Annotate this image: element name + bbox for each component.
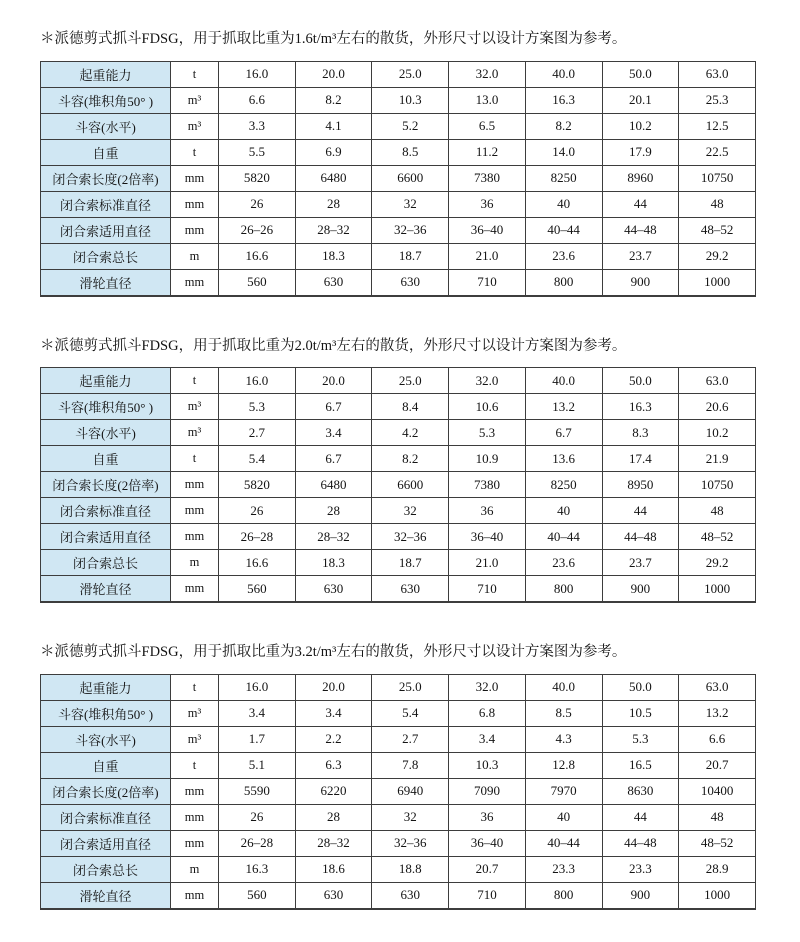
value-cell: 12.8	[525, 752, 602, 778]
value-cell: 900	[602, 576, 679, 603]
value-cell: 10.9	[449, 446, 526, 472]
row-label: 斗容(水平)	[41, 420, 171, 446]
value-cell: 40.0	[525, 368, 602, 394]
row-unit: mm	[171, 804, 219, 830]
table-row	[41, 394, 756, 420]
value-cell: 10.2	[602, 113, 679, 139]
value-cell: 48–52	[679, 524, 756, 550]
value-cell: 6.5	[449, 113, 526, 139]
value-cell: 40.0	[525, 674, 602, 700]
row-label: 闭合索长度(2倍率)	[41, 472, 171, 498]
table-caption: ＊派德剪式抓斗FDSG，用于抓取比重为3.2t/m³左右的散货，外形尺寸以设计方案图为参考。	[40, 644, 627, 661]
value-cell: 6600	[372, 165, 449, 191]
value-cell: 28.9	[679, 856, 756, 882]
table-row	[41, 472, 756, 498]
value-cell: 16.6	[219, 243, 296, 269]
value-cell: 8.2	[372, 446, 449, 472]
value-cell: 20.6	[679, 394, 756, 420]
table-row	[41, 804, 756, 830]
value-cell: 32–36	[372, 524, 449, 550]
table-row	[41, 778, 756, 804]
row-unit: t	[171, 139, 219, 165]
value-cell: 36	[449, 804, 526, 830]
value-cell: 8960	[602, 165, 679, 191]
value-cell: 10.3	[449, 752, 526, 778]
value-cell: 63.0	[679, 61, 756, 87]
row-unit: mm	[171, 191, 219, 217]
value-cell: 6.3	[295, 752, 372, 778]
row-unit: mm	[171, 778, 219, 804]
value-cell: 8.4	[372, 394, 449, 420]
row-label: 闭合索长度(2倍率)	[41, 165, 171, 191]
value-cell: 12.5	[679, 113, 756, 139]
value-cell: 28	[295, 804, 372, 830]
value-cell: 630	[295, 576, 372, 603]
value-cell: 26	[219, 191, 296, 217]
value-cell: 3.4	[295, 700, 372, 726]
value-cell: 32	[372, 191, 449, 217]
value-cell: 36–40	[449, 524, 526, 550]
value-cell: 2.7	[372, 726, 449, 752]
value-cell: 21.9	[679, 446, 756, 472]
row-unit: mm	[171, 830, 219, 856]
row-unit: m³	[171, 87, 219, 113]
value-cell: 900	[602, 269, 679, 296]
value-cell: 32	[372, 498, 449, 524]
value-cell: 17.9	[602, 139, 679, 165]
row-label: 斗容(堆积角50° )	[41, 700, 171, 726]
row-label: 闭合索长度(2倍率)	[41, 778, 171, 804]
row-unit: t	[171, 674, 219, 700]
value-cell: 18.6	[295, 856, 372, 882]
value-cell: 28–32	[295, 217, 372, 243]
row-unit: mm	[171, 524, 219, 550]
value-cell: 6.6	[679, 726, 756, 752]
spec-section-1.6	[40, 30, 760, 297]
table-row	[41, 550, 756, 576]
value-cell: 10.3	[372, 87, 449, 113]
row-unit: mm	[171, 217, 219, 243]
value-cell: 560	[219, 882, 296, 909]
row-label: 闭合索总长	[41, 856, 171, 882]
table-row	[41, 420, 756, 446]
row-label: 起重能力	[41, 61, 171, 87]
value-cell: 630	[372, 882, 449, 909]
value-cell: 630	[372, 269, 449, 296]
row-label: 闭合索总长	[41, 550, 171, 576]
value-cell: 23.7	[602, 243, 679, 269]
value-cell: 44–48	[602, 830, 679, 856]
value-cell: 26–28	[219, 830, 296, 856]
value-cell: 6.7	[295, 394, 372, 420]
row-unit: m³	[171, 420, 219, 446]
value-cell: 40–44	[525, 217, 602, 243]
value-cell: 800	[525, 576, 602, 603]
row-label: 闭合索适用直径	[41, 217, 171, 243]
table-row	[41, 576, 756, 603]
table-row	[41, 269, 756, 296]
table-row	[41, 139, 756, 165]
value-cell: 6.9	[295, 139, 372, 165]
value-cell: 8.5	[525, 700, 602, 726]
value-cell: 3.4	[219, 700, 296, 726]
value-cell: 23.6	[525, 243, 602, 269]
value-cell: 50.0	[602, 61, 679, 87]
value-cell: 16.3	[525, 87, 602, 113]
value-cell: 50.0	[602, 368, 679, 394]
value-cell: 2.7	[219, 420, 296, 446]
value-cell: 6.7	[525, 420, 602, 446]
value-cell: 40.0	[525, 61, 602, 87]
value-cell: 6.7	[295, 446, 372, 472]
table-row	[41, 191, 756, 217]
value-cell: 26–28	[219, 524, 296, 550]
value-cell: 32.0	[449, 368, 526, 394]
value-cell: 32.0	[449, 61, 526, 87]
value-cell: 8630	[602, 778, 679, 804]
spec-section-2.0	[40, 337, 760, 604]
row-label: 斗容(水平)	[41, 113, 171, 139]
value-cell: 8250	[525, 472, 602, 498]
row-unit: mm	[171, 165, 219, 191]
value-cell: 18.3	[295, 550, 372, 576]
row-label: 滑轮直径	[41, 269, 171, 296]
value-cell: 1000	[679, 882, 756, 909]
table-row	[41, 752, 756, 778]
value-cell: 23.7	[602, 550, 679, 576]
value-cell: 18.7	[372, 243, 449, 269]
value-cell: 25.0	[372, 368, 449, 394]
value-cell: 710	[449, 269, 526, 296]
value-cell: 630	[295, 269, 372, 296]
value-cell: 63.0	[679, 674, 756, 700]
value-cell: 5820	[219, 165, 296, 191]
row-unit: t	[171, 446, 219, 472]
value-cell: 16.3	[602, 394, 679, 420]
spec-section-3.2	[40, 643, 760, 910]
value-cell: 3.4	[449, 726, 526, 752]
value-cell: 18.3	[295, 243, 372, 269]
value-cell: 5.2	[372, 113, 449, 139]
value-cell: 16.0	[219, 61, 296, 87]
row-label: 自重	[41, 139, 171, 165]
table-row	[41, 726, 756, 752]
value-cell: 4.3	[525, 726, 602, 752]
value-cell: 6480	[295, 472, 372, 498]
value-cell: 900	[602, 882, 679, 909]
value-cell: 5.3	[449, 420, 526, 446]
value-cell: 40	[525, 498, 602, 524]
spec-table	[40, 61, 756, 297]
value-cell: 48	[679, 498, 756, 524]
table-row	[41, 87, 756, 113]
value-cell: 28–32	[295, 830, 372, 856]
value-cell: 5.4	[372, 700, 449, 726]
value-cell: 21.0	[449, 243, 526, 269]
value-cell: 5590	[219, 778, 296, 804]
row-label: 滑轮直径	[41, 576, 171, 603]
value-cell: 5.5	[219, 139, 296, 165]
value-cell: 17.4	[602, 446, 679, 472]
value-cell: 5.4	[219, 446, 296, 472]
row-label: 起重能力	[41, 368, 171, 394]
table-caption: ＊派德剪式抓斗FDSG，用于抓取比重为2.0t/m³左右的散货，外形尺寸以设计方案图为参考。	[40, 337, 627, 354]
row-label: 斗容(水平)	[41, 726, 171, 752]
value-cell: 26	[219, 498, 296, 524]
row-label: 闭合索适用直径	[41, 524, 171, 550]
row-label: 闭合索适用直径	[41, 830, 171, 856]
value-cell: 16.3	[219, 856, 296, 882]
value-cell: 16.0	[219, 674, 296, 700]
value-cell: 710	[449, 882, 526, 909]
table-row	[41, 368, 756, 394]
value-cell: 48	[679, 804, 756, 830]
value-cell: 23.3	[602, 856, 679, 882]
value-cell: 6480	[295, 165, 372, 191]
value-cell: 36	[449, 498, 526, 524]
value-cell: 8.3	[602, 420, 679, 446]
value-cell: 36	[449, 191, 526, 217]
table-row	[41, 165, 756, 191]
value-cell: 40	[525, 191, 602, 217]
value-cell: 29.2	[679, 243, 756, 269]
value-cell: 32.0	[449, 674, 526, 700]
value-cell: 23.3	[525, 856, 602, 882]
value-cell: 32–36	[372, 830, 449, 856]
value-cell: 44	[602, 498, 679, 524]
value-cell: 10.2	[679, 420, 756, 446]
value-cell: 1.7	[219, 726, 296, 752]
value-cell: 48–52	[679, 830, 756, 856]
row-label: 自重	[41, 446, 171, 472]
value-cell: 5.1	[219, 752, 296, 778]
value-cell: 13.0	[449, 87, 526, 113]
table-row	[41, 524, 756, 550]
value-cell: 8.2	[295, 87, 372, 113]
row-unit: m³	[171, 700, 219, 726]
value-cell: 50.0	[602, 674, 679, 700]
value-cell: 8250	[525, 165, 602, 191]
value-cell: 800	[525, 269, 602, 296]
value-cell: 800	[525, 882, 602, 909]
value-cell: 28	[295, 498, 372, 524]
row-unit: m	[171, 856, 219, 882]
value-cell: 7090	[449, 778, 526, 804]
value-cell: 21.0	[449, 550, 526, 576]
value-cell: 44	[602, 191, 679, 217]
value-cell: 28–32	[295, 524, 372, 550]
value-cell: 28	[295, 191, 372, 217]
value-cell: 10.5	[602, 700, 679, 726]
value-cell: 10.6	[449, 394, 526, 420]
row-unit: t	[171, 61, 219, 87]
value-cell: 1000	[679, 576, 756, 603]
row-label: 斗容(堆积角50° )	[41, 87, 171, 113]
row-label: 闭合索标准直径	[41, 191, 171, 217]
spec-table	[40, 367, 756, 603]
value-cell: 18.7	[372, 550, 449, 576]
value-cell: 40–44	[525, 524, 602, 550]
value-cell: 10400	[679, 778, 756, 804]
row-label: 闭合索标准直径	[41, 498, 171, 524]
value-cell: 48	[679, 191, 756, 217]
table-row	[41, 446, 756, 472]
value-cell: 560	[219, 269, 296, 296]
row-unit: mm	[171, 472, 219, 498]
value-cell: 2.2	[295, 726, 372, 752]
value-cell: 16.6	[219, 550, 296, 576]
value-cell: 32–36	[372, 217, 449, 243]
value-cell: 8.2	[525, 113, 602, 139]
value-cell: 26	[219, 804, 296, 830]
value-cell: 10750	[679, 165, 756, 191]
row-unit: t	[171, 752, 219, 778]
value-cell: 44	[602, 804, 679, 830]
table-row	[41, 674, 756, 700]
value-cell: 20.7	[449, 856, 526, 882]
value-cell: 13.2	[679, 700, 756, 726]
row-unit: mm	[171, 269, 219, 296]
spec-table	[40, 674, 756, 910]
value-cell: 40	[525, 804, 602, 830]
value-cell: 6.8	[449, 700, 526, 726]
value-cell: 20.1	[602, 87, 679, 113]
value-cell: 29.2	[679, 550, 756, 576]
value-cell: 5.3	[602, 726, 679, 752]
value-cell: 560	[219, 576, 296, 603]
value-cell: 44–48	[602, 524, 679, 550]
value-cell: 10750	[679, 472, 756, 498]
value-cell: 7970	[525, 778, 602, 804]
value-cell: 20.0	[295, 674, 372, 700]
row-label: 自重	[41, 752, 171, 778]
value-cell: 3.4	[295, 420, 372, 446]
row-unit: m³	[171, 113, 219, 139]
value-cell: 6600	[372, 472, 449, 498]
value-cell: 32	[372, 804, 449, 830]
value-cell: 4.1	[295, 113, 372, 139]
row-unit: mm	[171, 882, 219, 909]
value-cell: 630	[372, 576, 449, 603]
row-label: 起重能力	[41, 674, 171, 700]
value-cell: 630	[295, 882, 372, 909]
table-row	[41, 498, 756, 524]
table-row	[41, 830, 756, 856]
value-cell: 4.2	[372, 420, 449, 446]
row-label: 斗容(堆积角50° )	[41, 394, 171, 420]
value-cell: 7.8	[372, 752, 449, 778]
value-cell: 25.3	[679, 87, 756, 113]
table-row	[41, 856, 756, 882]
row-unit: mm	[171, 576, 219, 603]
value-cell: 13.6	[525, 446, 602, 472]
row-unit: m	[171, 550, 219, 576]
table-row	[41, 243, 756, 269]
value-cell: 5820	[219, 472, 296, 498]
value-cell: 16.0	[219, 368, 296, 394]
value-cell: 5.3	[219, 394, 296, 420]
table-row	[41, 700, 756, 726]
value-cell: 48–52	[679, 217, 756, 243]
table-row	[41, 882, 756, 909]
value-cell: 25.0	[372, 674, 449, 700]
value-cell: 63.0	[679, 368, 756, 394]
value-cell: 11.2	[449, 139, 526, 165]
value-cell: 7380	[449, 165, 526, 191]
value-cell: 25.0	[372, 61, 449, 87]
value-cell: 22.5	[679, 139, 756, 165]
value-cell: 36–40	[449, 830, 526, 856]
value-cell: 20.7	[679, 752, 756, 778]
table-row	[41, 217, 756, 243]
value-cell: 1000	[679, 269, 756, 296]
value-cell: 3.3	[219, 113, 296, 139]
table-caption: ＊派德剪式抓斗FDSG，用于抓取比重为1.6t/m³左右的散货，外形尺寸以设计方案图为参考。	[40, 31, 627, 47]
value-cell: 16.5	[602, 752, 679, 778]
value-cell: 23.6	[525, 550, 602, 576]
value-cell: 6940	[372, 778, 449, 804]
value-cell: 40–44	[525, 830, 602, 856]
value-cell: 8.5	[372, 139, 449, 165]
row-label: 闭合索标准直径	[41, 804, 171, 830]
value-cell: 7380	[449, 472, 526, 498]
value-cell: 44–48	[602, 217, 679, 243]
value-cell: 6220	[295, 778, 372, 804]
row-unit: mm	[171, 498, 219, 524]
row-unit: t	[171, 368, 219, 394]
value-cell: 710	[449, 576, 526, 603]
value-cell: 26–26	[219, 217, 296, 243]
value-cell: 20.0	[295, 61, 372, 87]
value-cell: 6.6	[219, 87, 296, 113]
value-cell: 13.2	[525, 394, 602, 420]
row-label: 滑轮直径	[41, 882, 171, 909]
row-label: 闭合索总长	[41, 243, 171, 269]
value-cell: 36–40	[449, 217, 526, 243]
row-unit: m³	[171, 726, 219, 752]
row-unit: m	[171, 243, 219, 269]
value-cell: 8950	[602, 472, 679, 498]
table-row	[41, 113, 756, 139]
table-row	[41, 61, 756, 87]
value-cell: 20.0	[295, 368, 372, 394]
row-unit: m³	[171, 394, 219, 420]
value-cell: 18.8	[372, 856, 449, 882]
value-cell: 14.0	[525, 139, 602, 165]
